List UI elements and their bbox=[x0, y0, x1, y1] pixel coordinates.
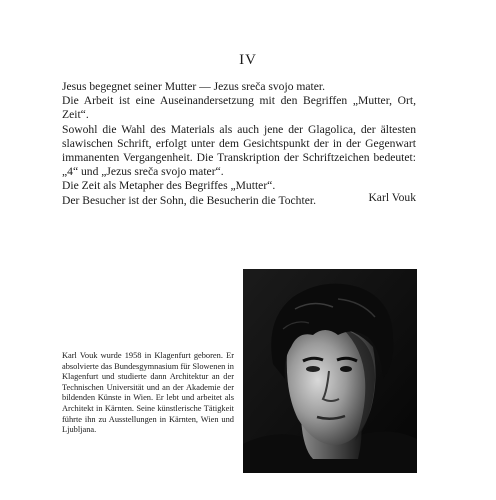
text-line-title: Jesus begegnet seiner Mutter — Jezus sreča svojo mater. bbox=[62, 80, 326, 93]
author-portrait-photo bbox=[243, 269, 417, 473]
text-line-material: Sowohl die Wahl des Materials als auch jene der Glagolica, der ältesten slawischen Schrift, erfolgt unter dem Gesichtspunkt der in der Gegenwart immanenten Vergangenheit. Die Transkription der Schriftzeichen bedeutet: „4“ und „Jezus sreča svojo mater“. bbox=[62, 122, 416, 179]
text-line-visitor: Der Besucher ist der Sohn, die Besucherin die Tochter. bbox=[62, 193, 316, 207]
portrait-image bbox=[243, 269, 417, 473]
text-line-time: Die Zeit als Metapher des Begriffes „Mutter“. bbox=[62, 179, 276, 193]
main-text bbox=[62, 80, 416, 208]
author-signature: Karl Vouk bbox=[368, 191, 416, 204]
text-line-concept: Die Arbeit ist eine Auseinandersetzung mit den Begriffen „Mutter, Ort, Zeit“. bbox=[62, 94, 416, 122]
page-number: IV bbox=[239, 52, 257, 68]
author-biography: Karl Vouk wurde 1958 in Klagenfurt geboren. Er absolvierte das Bundesgymnasium für Slowenen in Klagenfurt und studierte dann Architektur an der Technischen Universität und an der Akademie der bildenden Künste in Wien. Er lebt und arbeitet als Architekt in Kärnten. Seine künstlerische Tätigkeit führte ihn zu Ausstellungen in Kärnten, Wien und Ljubljana. bbox=[62, 351, 234, 435]
